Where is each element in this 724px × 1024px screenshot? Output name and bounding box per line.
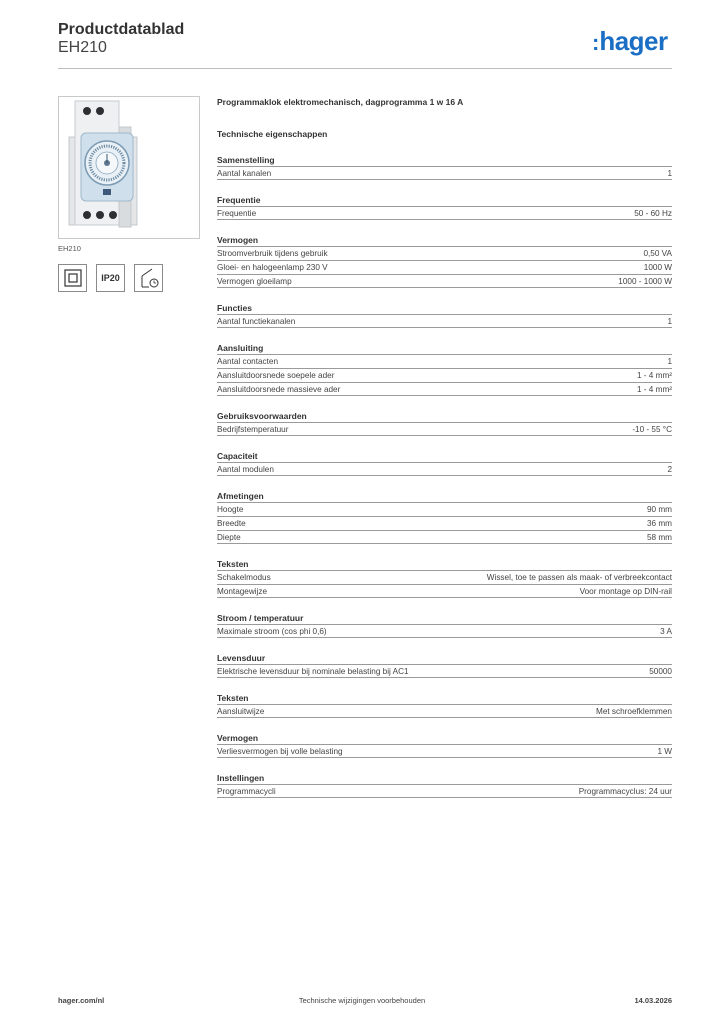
spec-table <box>217 314 672 328</box>
spec-table <box>217 166 672 180</box>
spec-value: 1000 W <box>643 263 672 272</box>
spec-section <box>217 732 672 758</box>
spec-row <box>217 704 672 718</box>
spec-value: 0,50 VA <box>643 249 672 258</box>
spec-section <box>217 558 672 598</box>
spec-section <box>217 692 672 718</box>
product-code: EH210 <box>58 39 107 56</box>
spec-section <box>217 154 672 180</box>
spec-value: 1 W <box>657 746 672 756</box>
spec-section <box>217 234 672 288</box>
spec-row <box>217 206 672 220</box>
spec-label: Schakelmodus <box>217 573 271 582</box>
section-title: Samenstelling <box>217 155 275 165</box>
spec-section <box>217 490 672 544</box>
spec-label: Gloei- en halogeenlamp 230 V <box>217 263 328 272</box>
spec-value: Met schroefklemmen <box>596 706 672 716</box>
spec-row <box>217 368 672 382</box>
image-caption: EH210 <box>58 244 81 253</box>
product-image <box>58 96 200 239</box>
spec-table <box>217 422 672 436</box>
product-description: Programmaklok elektromechanisch, dagprogramma 1 w 16 A <box>217 97 464 107</box>
spec-label: Aantal contacten <box>217 357 278 366</box>
spec-table <box>217 206 672 220</box>
spec-row <box>217 382 672 396</box>
spec-value: Programmacyclus: 24 uur <box>578 786 672 796</box>
spec-label: Aantal functiekanalen <box>217 316 296 326</box>
header-divider <box>58 68 672 69</box>
spec-row <box>217 744 672 758</box>
spec-value: 1 - 4 mm² <box>636 384 672 394</box>
spec-row <box>217 624 672 638</box>
spec-value: 1000 - 1000 W <box>618 276 672 286</box>
spec-label: Aantal kanalen <box>217 168 272 178</box>
spec-label: Stroomverbruik tijdens gebruik <box>217 249 328 258</box>
spec-row <box>217 422 672 436</box>
spec-label: Bedrijfstemperatuur <box>217 424 289 434</box>
section-title: Frequentie <box>217 195 261 205</box>
section-title: Gebruiksvoorwaarden <box>217 411 307 421</box>
spec-table <box>217 664 672 678</box>
section-title: Functies <box>217 303 252 313</box>
spec-value: 58 mm <box>646 532 672 542</box>
time-switch-symbol-icon <box>134 264 163 292</box>
certification-icons <box>58 264 163 292</box>
footer-date: 14.03.2026 <box>634 996 672 1005</box>
ip20-icon <box>96 264 125 292</box>
spec-section <box>217 612 672 638</box>
spec-value: 50000 <box>649 666 672 676</box>
spec-sections <box>217 154 672 798</box>
brand-logo[interactable] <box>592 26 668 57</box>
spec-row <box>217 502 672 516</box>
section-title: Levensduur <box>217 653 266 663</box>
spec-label: Verliesvermogen bij volle belasting <box>217 746 343 756</box>
section-title: Vermogen <box>217 235 259 245</box>
spec-label: Frequentie <box>217 208 257 218</box>
spec-section <box>217 342 672 396</box>
spec-value: 50 - 60 Hz <box>634 208 672 218</box>
logo-mark: : <box>592 30 599 55</box>
spec-label: Aansluitdoorsnede massieve ader <box>217 384 341 394</box>
ip-rating-label: IP20 <box>101 273 120 283</box>
spec-label: Aansluitwijze <box>217 706 265 716</box>
spec-label: Diepte <box>217 532 241 542</box>
spec-value: Voor montage op DIN-rail <box>579 586 672 596</box>
section-title: Instellingen <box>217 773 265 783</box>
spec-table <box>217 624 672 638</box>
spec-label: Maximale stroom (cos phi 0,6) <box>217 626 327 636</box>
spec-label: Montagewijze <box>217 586 268 596</box>
spec-value: 36 mm <box>646 519 672 528</box>
section-title: Afmetingen <box>217 491 264 501</box>
spec-label: Programmacycli <box>217 786 276 796</box>
spec-table <box>217 502 672 544</box>
spec-value: 1 <box>667 357 672 366</box>
spec-label: Aantal modulen <box>217 464 274 474</box>
spec-table <box>217 246 672 288</box>
spec-value: 1 <box>667 316 672 326</box>
spec-section <box>217 410 672 436</box>
spec-label: Breedte <box>217 519 246 528</box>
spec-row <box>217 166 672 180</box>
spec-table <box>217 744 672 758</box>
spec-row <box>217 664 672 678</box>
spec-table <box>217 354 672 396</box>
section-title: Aansluiting <box>217 343 264 353</box>
spec-row <box>217 530 672 544</box>
logo-text: hager <box>599 26 668 56</box>
spec-value: 1 <box>667 168 672 178</box>
spec-section <box>217 302 672 328</box>
spec-section <box>217 194 672 220</box>
spec-row <box>217 260 672 274</box>
section-title: Teksten <box>217 693 249 703</box>
spec-row <box>217 516 672 530</box>
section-title: Stroom / temperatuur <box>217 613 304 623</box>
double-insulation-icon <box>58 264 87 292</box>
section-title: Vermogen <box>217 733 259 743</box>
spec-table <box>217 462 672 476</box>
spec-label: Hoogte <box>217 505 244 514</box>
spec-value: 90 mm <box>646 505 672 514</box>
spec-row <box>217 784 672 798</box>
section-title: Teksten <box>217 559 249 569</box>
tech-heading: Technische eigenschappen <box>217 129 328 139</box>
spec-row <box>217 314 672 328</box>
spec-row <box>217 462 672 476</box>
spec-row <box>217 584 672 598</box>
spec-section <box>217 652 672 678</box>
page-title: Productdatablad <box>58 21 185 38</box>
spec-row <box>217 246 672 260</box>
spec-table <box>217 784 672 798</box>
footer-website[interactable]: hager.com/nl <box>58 996 105 1005</box>
spec-section <box>217 450 672 476</box>
spec-label: Vermogen gloeilamp <box>217 276 292 286</box>
time-switch-illustration <box>59 97 199 238</box>
spec-label: Elektrische levensduur bij nominale belasting bij AC1 <box>217 666 409 676</box>
spec-content <box>217 96 672 798</box>
footer-disclaimer: Technische wijzigingen voorbehouden <box>298 996 426 1005</box>
spec-row <box>217 570 672 584</box>
spec-value: 1 - 4 mm² <box>636 371 672 380</box>
spec-table <box>217 570 672 598</box>
spec-row <box>217 274 672 288</box>
spec-label: Aansluitdoorsnede soepele ader <box>217 371 335 380</box>
spec-value: 3 A <box>660 626 672 636</box>
spec-section <box>217 772 672 798</box>
spec-row <box>217 354 672 368</box>
spec-table <box>217 704 672 718</box>
spec-value: 2 <box>667 464 672 474</box>
spec-value: Wissel, toe te passen als maak- of verbreekcontact <box>486 573 672 582</box>
spec-value: -10 - 55 °C <box>632 424 672 434</box>
section-title: Capaciteit <box>217 451 258 461</box>
